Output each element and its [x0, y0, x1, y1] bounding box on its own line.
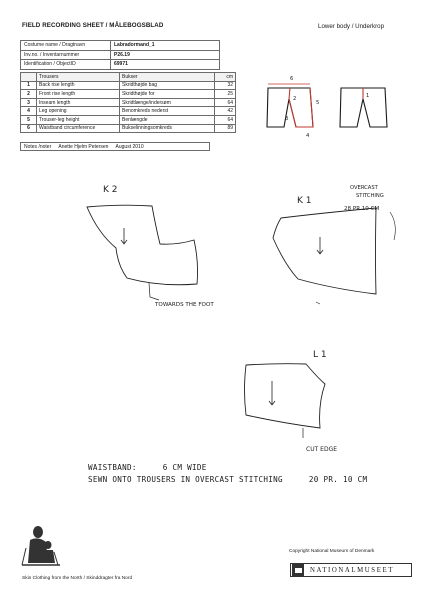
- measurement-value: 64: [215, 115, 236, 124]
- section-label: Lower body / Underkrop: [318, 23, 385, 30]
- metadata-value: Labradormand_1: [111, 41, 220, 51]
- diagram-number-1: 1: [366, 93, 370, 99]
- english-name: Inseam length: [37, 98, 120, 107]
- waistband-stitch-count: 20 PR. 10 CM: [308, 475, 368, 484]
- stitch-count-label: 28 PR.10 CM: [344, 206, 380, 212]
- measurement-value: 42: [215, 107, 236, 116]
- waistband-sewing: SEWN ONTO TROUSERS IN OVERCAST STITCHING: [88, 475, 283, 484]
- copyright-text: Copyright National Museum of Denmark: [289, 549, 375, 554]
- english-name: Front rise length: [37, 90, 120, 99]
- diagram-number-6: 6: [290, 76, 294, 82]
- danish-name: Skridthøjde bag: [120, 81, 215, 90]
- row-number: 5: [21, 115, 37, 124]
- english-name: Trouser-leg height: [37, 115, 120, 124]
- waistband-width: 6 CM WIDE: [162, 463, 207, 472]
- museum-mark-icon: [292, 564, 304, 576]
- cut-edge-label: CUT EDGE: [306, 446, 338, 453]
- waistband-note: [88, 462, 367, 486]
- measurement-value: 89: [215, 124, 236, 133]
- metadata-value: P26.19: [111, 50, 220, 60]
- danish-name: Benomkreds nederst: [120, 107, 215, 116]
- sheet-title: FIELD RECORDING SHEET / MÅLEBOGSBLAD: [22, 22, 164, 29]
- notes-date: August 2010: [115, 144, 144, 150]
- danish-name: Skridtlænge/indersøm: [120, 98, 215, 107]
- diagram-number-5: 5: [316, 100, 320, 106]
- diagram-number-3: 3: [285, 116, 289, 122]
- trouser-back-diagram: [340, 88, 387, 127]
- museum-name: NATIONALMUSEET: [310, 566, 394, 574]
- diagram-number-2: 2: [293, 96, 297, 102]
- notes-label: Notes /noter: [24, 144, 52, 150]
- pattern-piece-k2: [87, 185, 214, 308]
- danish-header: Bukser: [120, 73, 215, 82]
- towards-foot-label: TOWARDS THE FOOT: [155, 302, 214, 308]
- english-header: Trousers: [37, 73, 120, 82]
- row-number: 2: [21, 90, 37, 99]
- notes-author: Anette Hjelm Petersen: [58, 144, 109, 150]
- measurement-value: 64: [215, 98, 236, 107]
- measurement-value: 25: [215, 90, 236, 99]
- metadata-label: Costume name / Dragtnavn: [21, 41, 111, 51]
- k2-label: K 2: [103, 185, 118, 195]
- english-name: Back rise length: [37, 81, 120, 90]
- waistband-line: [88, 474, 367, 486]
- danish-name: Bukselinningsomkreds: [120, 124, 215, 133]
- waistband-line: [88, 462, 367, 474]
- diagram-number-4: 4: [306, 133, 310, 139]
- danish-name: Benlængde: [120, 115, 215, 124]
- k1-label: K 1: [297, 196, 312, 206]
- measurement-value: 32: [215, 81, 236, 90]
- row-number: 4: [21, 107, 37, 116]
- kayaker-logo: [22, 526, 60, 565]
- project-tagline: Skin Clothing from the North / Skinddragter fra Nord: [22, 576, 133, 581]
- metadata-label: Inv.no. / Inventarnummer: [21, 50, 111, 60]
- stitching-label: STITCHING: [356, 193, 384, 199]
- danish-name: Skridthøjde for: [120, 90, 215, 99]
- metadata-value: 69971: [111, 60, 220, 70]
- waistband-label: WAISTBAND:: [88, 463, 137, 472]
- l1-label: L 1: [313, 350, 327, 360]
- museum-logo: [290, 563, 412, 577]
- pattern-piece-l1: [245, 350, 338, 453]
- pattern-piece-k1: [273, 185, 395, 304]
- unit-header: cm: [215, 73, 236, 82]
- row-number: 1: [21, 81, 37, 90]
- english-name: Leg opening: [37, 107, 120, 116]
- trouser-front-diagram: [267, 76, 319, 139]
- overcast-label: OVERCAST: [350, 185, 378, 191]
- metadata-label: Identification / ObjectID: [21, 60, 111, 70]
- row-number: 3: [21, 98, 37, 107]
- english-name: Waistband circumference: [37, 124, 120, 133]
- row-number: 6: [21, 124, 37, 133]
